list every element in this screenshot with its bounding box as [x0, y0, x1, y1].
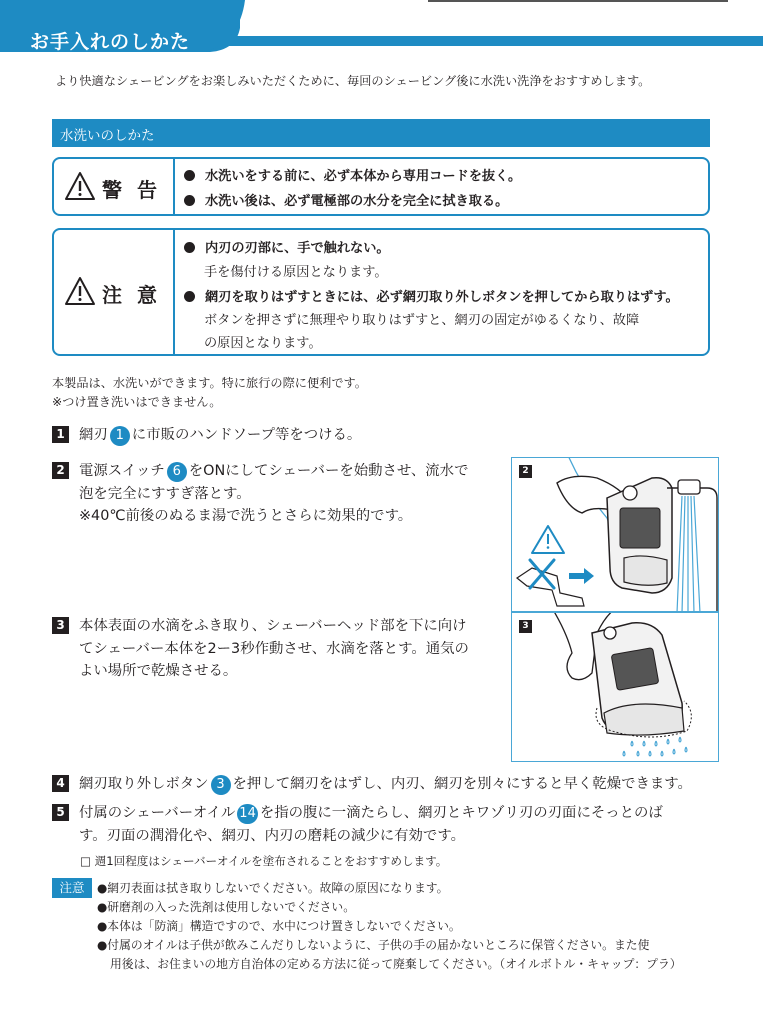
body-note: ※つけ置き洗いはできません。 [52, 395, 222, 409]
step-2-note: ※40℃前後のぬるま湯で洗うとさらに効果的です。 [79, 508, 413, 524]
shaver-rinse-drawing [512, 458, 719, 612]
caution-note-item: ●網刃表面は拭き取りしないでください。故障の原因になります。 [97, 881, 449, 895]
caution-note-item: ●本体は「防滴」構造ですので、水中につけ置きしないでください。 [97, 919, 461, 933]
step-5: 5 付属のシェーバーオイル 14 を指の腹に一滴たらし、網刃とキワゾリ刃の刃面にそっとのば [52, 803, 663, 824]
step-3: 3 本体表面の水滴をふき取り、シェーバーヘッド部を下に向け [52, 616, 467, 637]
shaver-drain-drawing [512, 613, 719, 762]
oil-recommendation: □ 週1回程度はシェーバーオイルを塗布されることをおすすめします。 [80, 854, 448, 868]
caution-note-item: ●研磨剤の入った洗剤は使用しないでください。 [97, 900, 356, 914]
part-ref-badge: 3 [211, 775, 231, 795]
warning-label-cell [54, 159, 175, 214]
caution-note-continuation: 用後は、お住まいの地方自治体の定める方法に従って廃棄してください。（オイルボトル・キャップ：プラ） [110, 957, 682, 971]
step-number: 5 [52, 804, 69, 821]
caution-badge: 注意 [52, 878, 92, 898]
caution-label-cell [54, 230, 175, 354]
intro-text: より快適なシェービングをお楽しみいただくために、毎回のシェービング後に水洗い洗浄をおすすめします。 [55, 74, 651, 88]
section-heading: 水洗いのしかた [52, 119, 710, 147]
caution-triangle-icon [64, 276, 96, 306]
step-number: 3 [52, 617, 69, 634]
part-ref-badge: 1 [110, 426, 130, 446]
caution-item: 網刃を取りはずすときには、必ず網刃取り外しボタンを押してから取りはずす。 [184, 286, 679, 305]
warning-item: 水洗いをする前に、必ず本体から専用コードを抜く。 [184, 165, 521, 184]
caution-note-item: ●付属のオイルは子供が飲みこんだりしないように、子供の手の届かないところに保管ください。また使 [97, 938, 650, 952]
caution-label: 注 意 [102, 283, 161, 307]
page-title: お手入れのしかた [30, 31, 191, 53]
caution-note: 手を傷付ける原因となります。 [204, 265, 388, 280]
part-ref-badge: 14 [237, 804, 258, 824]
step-2: 2 電源スイッチ 6 をONにしてシェーバーを始動させ、流水で [52, 461, 468, 482]
step-3-line: てシェーバー本体を2ー3秒作動させ、水滴を落とす。通気の [79, 641, 469, 657]
step-number: 4 [52, 775, 69, 792]
step-3-line: よい場所で乾燥させる。 [79, 663, 238, 679]
step-number: 1 [52, 426, 69, 443]
warning-box [52, 157, 710, 216]
illustration-drain [511, 612, 719, 762]
caution-box [52, 228, 710, 356]
step-number: 2 [52, 462, 69, 479]
body-note: 本製品は、水洗いができます。特に旅行の際に便利です。 [52, 376, 367, 390]
warning-item: 水洗い後は、必ず電極部の水分を完全に拭き取る。 [184, 190, 508, 209]
step-5-line: す。刃面の潤滑化や、網刃、内刃の磨耗の減少に有効です。 [79, 828, 465, 844]
step-4: 4 網刃取り外しボタン 3 を押して網刃をはずし、内刃、網刃を別々にすると早く乾燥できます。 [52, 774, 692, 795]
figure-tag: 3 [519, 620, 532, 633]
illustration-rinse [511, 457, 719, 612]
part-ref-badge: 6 [167, 462, 187, 482]
top-rule [428, 0, 728, 2]
step-1: 1 網刃 1 に市販のハンドソープ等をつける。 [52, 425, 361, 446]
caution-note: ボタンを押さずに無理やり取りはずすと、網刃の固定がゆるくなり、故障 [204, 313, 640, 328]
step-2-line: 泡を完全にすすぎ落とす。 [79, 486, 251, 502]
caution-item: 内刃の刃部に、手で触れない。 [184, 237, 390, 256]
warning-triangle-icon [64, 171, 96, 201]
figure-tag: 2 [519, 465, 532, 478]
caution-note: の原因となります。 [204, 336, 322, 351]
warning-label: 警 告 [102, 178, 161, 202]
